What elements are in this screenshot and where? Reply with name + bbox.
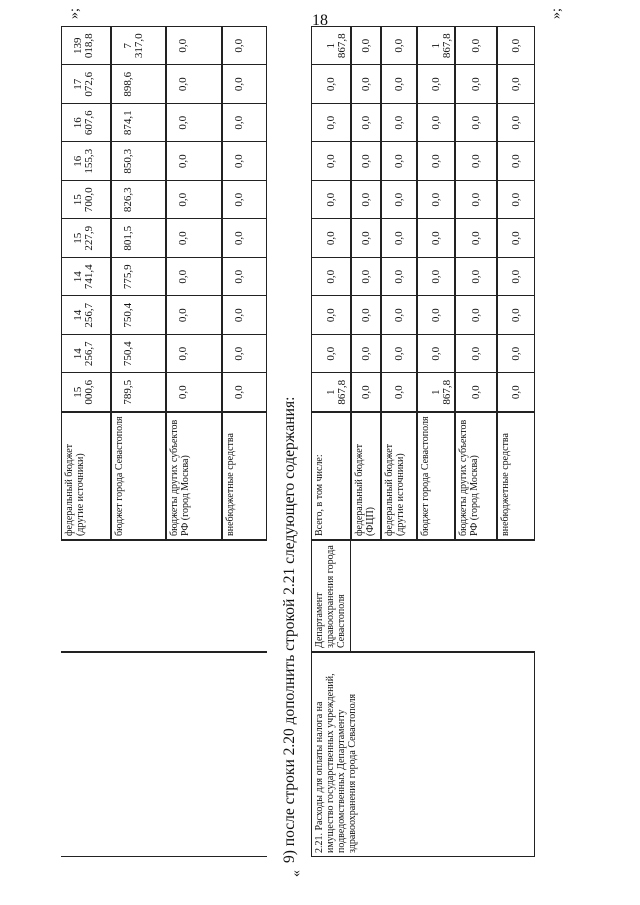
- amount-cell: 0,0: [222, 219, 267, 259]
- table-row: [61, 27, 111, 857]
- amount-cell: 874,1: [111, 103, 166, 143]
- amount-cell: 0,0: [455, 65, 497, 105]
- insertion-instruction: 9) после строки 2.20 дополнить строкой 2.21 следующего содержания:: [281, 396, 298, 863]
- amount-cell: 0,0: [222, 103, 267, 143]
- amount-cell: 0,0: [222, 296, 267, 336]
- amount-cell: 0,0: [455, 26, 497, 66]
- amount-cell: 0,0: [455, 373, 497, 413]
- funding-source-label: федеральный бюджет (другие источники): [61, 412, 111, 540]
- amount-cell: 0,0: [222, 373, 267, 413]
- funding-source-label: федеральный бюджет (ФЦП): [351, 412, 381, 540]
- amount-cell: 0,0: [455, 257, 497, 297]
- amount-cell: 7 317,0: [111, 26, 166, 66]
- empty-name-cell: [61, 652, 111, 857]
- amount-cell: 1 867,8: [311, 26, 351, 66]
- amount-cell: 0,0: [166, 257, 222, 297]
- amount-cell: 0,0: [497, 219, 535, 259]
- amount-cell: 0,0: [497, 142, 535, 182]
- amount-cell: 801,5: [111, 219, 166, 259]
- executor-cell: Департамент здравоохранения города Севастополя: [311, 540, 351, 652]
- funding-source-label: бюджет города Севастополя: [111, 412, 166, 540]
- amount-cell: 850,3: [111, 142, 166, 182]
- amount-cell: 0,0: [381, 142, 417, 182]
- amount-cell: 15 227,9: [61, 219, 111, 259]
- table-row: [166, 27, 222, 857]
- amount-cell: 1 867,8: [417, 26, 455, 66]
- amount-cell: 0,0: [351, 334, 381, 374]
- amount-cell: 0,0: [497, 65, 535, 105]
- amount-cell: 0,0: [311, 65, 351, 105]
- table-row: [351, 27, 381, 857]
- amount-cell: 0,0: [381, 257, 417, 297]
- amount-cell: 0,0: [222, 65, 267, 105]
- amount-cell: 826,3: [111, 180, 166, 220]
- empty-executor-cell: [61, 540, 111, 652]
- amount-cell: 14 256,7: [61, 296, 111, 336]
- amount-cell: 0,0: [311, 219, 351, 259]
- funding-source-label: федеральный бюджет (другие источники): [381, 412, 417, 540]
- amount-cell: 0,0: [497, 103, 535, 143]
- amount-cell: 0,0: [455, 142, 497, 182]
- amount-cell: 750,4: [111, 334, 166, 374]
- amount-cell: 0,0: [381, 334, 417, 374]
- amount-cell: 0,0: [166, 219, 222, 259]
- amount-cell: 16 155,3: [61, 142, 111, 182]
- amount-cell: 0,0: [497, 26, 535, 66]
- empty-executor-cell: [222, 540, 267, 652]
- closing-quote-bottom: »;: [549, 8, 564, 19]
- amount-cell: 0,0: [381, 65, 417, 105]
- amount-cell: 0,0: [381, 180, 417, 220]
- amount-cell: 0,0: [381, 373, 417, 413]
- amount-cell: 0,0: [166, 334, 222, 374]
- amount-cell: 15 700,0: [61, 180, 111, 220]
- amount-cell: 0,0: [417, 142, 455, 182]
- rotated-page-content: [55, 8, 575, 877]
- amount-cell: 1 867,8: [311, 373, 351, 413]
- empty-executor-cell: [111, 540, 166, 652]
- amount-cell: 0,0: [311, 257, 351, 297]
- empty-executor-cell: [166, 540, 222, 652]
- amount-cell: 0,0: [497, 257, 535, 297]
- amount-cell: 0,0: [455, 103, 497, 143]
- table-row: [497, 27, 535, 857]
- amount-cell: 0,0: [351, 180, 381, 220]
- amount-cell: 0,0: [455, 180, 497, 220]
- amount-cell: 0,0: [311, 142, 351, 182]
- amount-cell: 0,0: [351, 373, 381, 413]
- amount-cell: 0,0: [222, 180, 267, 220]
- funding-source-label: бюджет города Севастополя: [417, 412, 455, 540]
- amount-cell: 0,0: [417, 180, 455, 220]
- amount-cell: 0,0: [166, 103, 222, 143]
- amount-cell: 0,0: [311, 296, 351, 336]
- amount-cell: 16 607,6: [61, 103, 111, 143]
- empty-name-cell: [166, 652, 222, 857]
- funding-source-label: внебюджетные средства: [222, 412, 267, 540]
- amount-cell: 0,0: [166, 26, 222, 66]
- amount-cell: 0,0: [351, 257, 381, 297]
- amount-cell: 0,0: [455, 219, 497, 259]
- table-row: [417, 27, 455, 857]
- page-number: 18: [312, 12, 328, 29]
- amount-cell: 0,0: [311, 334, 351, 374]
- funding-source-label: бюджеты других субъектов РФ (город Москва): [455, 412, 497, 540]
- amount-cell: 0,0: [351, 26, 381, 66]
- table-row: [311, 27, 351, 857]
- amount-cell: 0,0: [351, 65, 381, 105]
- amount-cell: 0,0: [497, 334, 535, 374]
- amount-cell: 14 256,7: [61, 334, 111, 374]
- table-row: [111, 27, 166, 857]
- amount-cell: 17 072,6: [61, 65, 111, 105]
- funding-source-label: бюджеты других субъектов РФ (город Москва): [166, 412, 222, 540]
- amount-cell: 0,0: [222, 257, 267, 297]
- closing-quote-top: »;: [67, 8, 82, 19]
- amount-cell: 0,0: [417, 103, 455, 143]
- amount-cell: 898,6: [111, 65, 166, 105]
- amount-cell: 0,0: [222, 142, 267, 182]
- empty-name-cell: [111, 652, 166, 857]
- amount-cell: 0,0: [311, 103, 351, 143]
- amount-cell: 0,0: [497, 296, 535, 336]
- amount-cell: 0,0: [381, 26, 417, 66]
- funding-source-label: внебюджетные средства: [497, 412, 535, 540]
- amount-cell: 0,0: [417, 219, 455, 259]
- table-row: [222, 27, 267, 857]
- top-table: [61, 27, 267, 857]
- amount-cell: 0,0: [417, 257, 455, 297]
- amount-cell: 0,0: [166, 65, 222, 105]
- table-row: [381, 27, 417, 857]
- amount-cell: 1 867,8: [417, 373, 455, 413]
- amount-cell: 0,0: [351, 296, 381, 336]
- amount-cell: 0,0: [497, 373, 535, 413]
- amount-cell: 775,9: [111, 257, 166, 297]
- funding-source-label: Всего, в том числе:: [311, 412, 351, 540]
- amount-cell: 0,0: [381, 296, 417, 336]
- opening-quote: «: [289, 870, 304, 877]
- amount-cell: 0,0: [222, 26, 267, 66]
- amount-cell: 0,0: [455, 296, 497, 336]
- amount-cell: 0,0: [351, 142, 381, 182]
- amount-cell: 139 018,8: [61, 26, 111, 66]
- amount-cell: 0,0: [381, 219, 417, 259]
- amount-cell: 0,0: [455, 334, 497, 374]
- amount-cell: 0,0: [417, 296, 455, 336]
- amount-cell: 15 000,6: [61, 373, 111, 413]
- amount-cell: 0,0: [417, 65, 455, 105]
- table-row: [455, 27, 497, 857]
- amount-cell: 0,0: [166, 142, 222, 182]
- amount-cell: 0,0: [166, 296, 222, 336]
- amount-cell: 0,0: [311, 180, 351, 220]
- bottom-table: [311, 27, 535, 857]
- amount-cell: 0,0: [417, 334, 455, 374]
- amount-cell: 0,0: [497, 180, 535, 220]
- amount-cell: 14 741,4: [61, 257, 111, 297]
- amount-cell: 0,0: [351, 103, 381, 143]
- amount-cell: 0,0: [166, 180, 222, 220]
- amount-cell: 0,0: [381, 103, 417, 143]
- amount-cell: 750,4: [111, 296, 166, 336]
- amount-cell: 0,0: [166, 373, 222, 413]
- amount-cell: 0,0: [222, 334, 267, 374]
- amount-cell: 789,5: [111, 373, 166, 413]
- amount-cell: 0,0: [351, 219, 381, 259]
- empty-name-cell: [222, 652, 267, 857]
- item-name-cell: 2.21. Расходы для оплаты налога на имущество государственных учреждений, подведомственных Департаменту здравоохранения города Севастополя: [311, 652, 535, 857]
